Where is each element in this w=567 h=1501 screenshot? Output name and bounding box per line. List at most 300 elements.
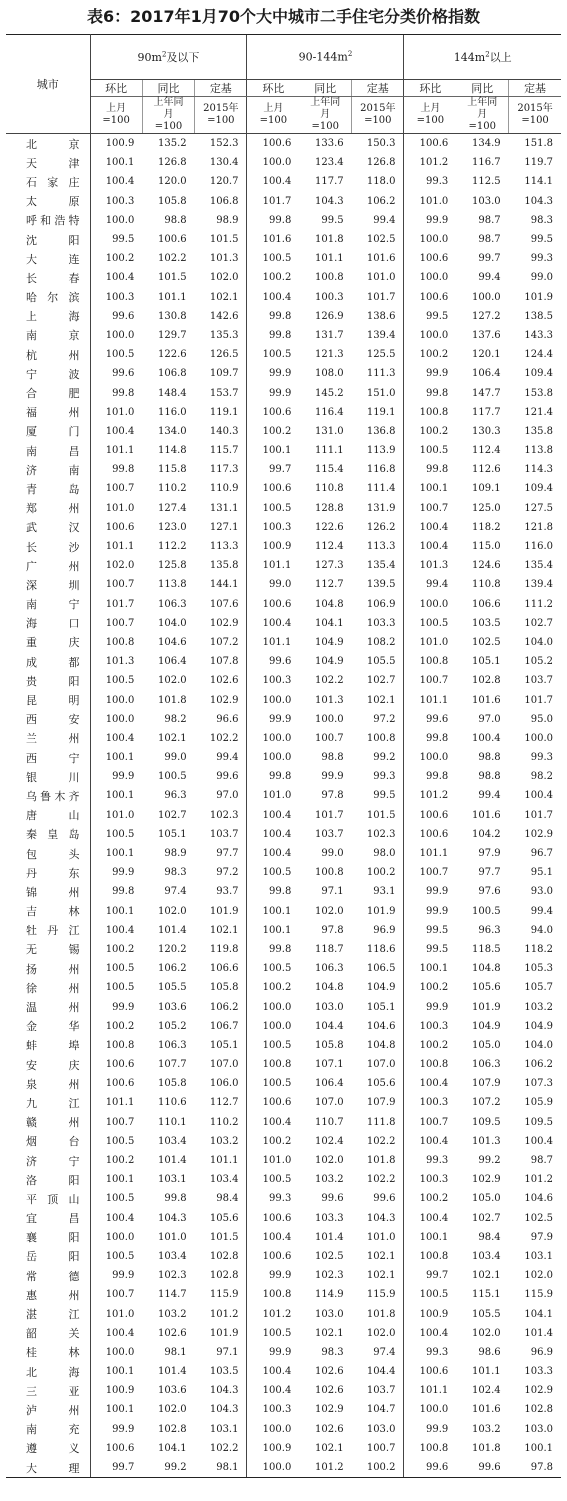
index-value: 106.4 — [315, 1078, 344, 1090]
index-value: 102.7 — [366, 675, 396, 687]
table-row — [6, 806, 561, 825]
index-value: 153.7 — [209, 387, 239, 399]
city-name: 长沙 — [6, 537, 90, 556]
sub-header: 同比 — [299, 80, 351, 97]
index-value: 98.8 — [321, 752, 344, 764]
index-value: 99.9 — [321, 771, 344, 783]
index-value: 109.4 — [524, 368, 553, 380]
index-value: 102.8 — [158, 1423, 187, 1435]
city-name: 乌鲁木齐 — [6, 786, 90, 805]
index-value: 102.1 — [366, 1250, 396, 1262]
index-value: 101.7 — [247, 192, 299, 211]
index-value: 101.1 — [315, 253, 344, 265]
index-value: 118.0 — [366, 176, 396, 188]
index-value: 103.4 — [158, 1250, 187, 1262]
index-value: 99.6 — [373, 1193, 396, 1205]
index-value: 100.1 — [105, 790, 135, 802]
city-name: 杭州 — [6, 345, 90, 364]
index-value: 97.9 — [530, 1231, 553, 1243]
city-name: 牡丹江 — [6, 921, 90, 940]
index-value: 95.0 — [530, 713, 553, 725]
index-value: 100.1 — [105, 1404, 135, 1416]
index-value: 101.8 — [471, 1442, 501, 1454]
index-value: 144.1 — [209, 579, 239, 591]
index-value: 103.4 — [158, 1135, 187, 1147]
index-value: 100.4 — [471, 732, 501, 744]
index-value: 101.7 — [315, 809, 344, 821]
index-value: 100.0 — [524, 732, 553, 744]
index-value: 101.0 — [105, 502, 135, 514]
city-name: 烟台 — [6, 1132, 90, 1151]
index-value: 128.8 — [315, 502, 344, 514]
index-value: 99.8 — [247, 307, 299, 326]
city-name: 三亚 — [6, 1381, 90, 1400]
table-row — [6, 633, 561, 652]
table-row — [6, 172, 561, 191]
index-value: 100.4 — [524, 1135, 553, 1147]
table-row — [6, 710, 561, 729]
index-value: 99.7 — [247, 460, 299, 479]
index-value: 110.8 — [315, 483, 344, 495]
index-value: 102.0 — [524, 1270, 553, 1282]
city-name: 泸州 — [6, 1400, 90, 1419]
index-value: 107.7 — [158, 1059, 187, 1071]
index-value: 101.5 — [158, 272, 187, 284]
table-row — [6, 844, 561, 863]
index-value: 125.8 — [158, 560, 187, 572]
table-row — [6, 997, 561, 1016]
base-header: 上年同 月 =100 — [142, 97, 194, 134]
index-value: 99.8 — [247, 882, 299, 901]
index-value: 101.8 — [366, 1155, 396, 1167]
city-name: 西安 — [6, 710, 90, 729]
index-value: 99.6 — [112, 368, 135, 380]
index-value: 100.2 — [105, 1155, 135, 1167]
index-value: 101.7 — [366, 291, 396, 303]
table-row — [6, 1170, 561, 1189]
table-row — [6, 1055, 561, 1074]
index-value: 100.7 — [315, 732, 344, 744]
index-value: 139.5 — [366, 579, 396, 591]
index-value: 101.2 — [247, 1304, 299, 1323]
sub-header: 环比 — [247, 80, 299, 97]
index-value: 103.1 — [209, 1423, 239, 1435]
index-value: 112.2 — [158, 541, 187, 553]
index-value: 102.8 — [209, 1250, 239, 1262]
index-value: 135.8 — [524, 425, 553, 437]
index-value: 115.9 — [524, 1289, 553, 1301]
index-value: 131.7 — [315, 329, 344, 341]
index-value: 105.1 — [209, 1039, 239, 1051]
index-value: 104.1 — [315, 617, 344, 629]
index-value: 104.3 — [209, 1385, 239, 1397]
index-value: 116.7 — [471, 157, 501, 169]
index-value: 100.3 — [247, 1400, 299, 1419]
table-row — [6, 537, 561, 556]
index-value: 113.8 — [158, 579, 187, 591]
index-value: 117.3 — [209, 464, 239, 476]
index-value: 103.3 — [315, 1212, 344, 1224]
index-value: 99.9 — [404, 211, 456, 230]
index-value: 100.4 — [105, 176, 135, 188]
table-row — [6, 786, 561, 805]
table-row — [6, 652, 561, 671]
index-value: 102.0 — [471, 1327, 501, 1339]
index-value: 106.6 — [471, 598, 501, 610]
index-value: 100.5 — [247, 345, 299, 364]
index-value: 102.3 — [366, 828, 396, 840]
table-row — [6, 825, 561, 844]
index-value: 101.8 — [158, 694, 187, 706]
index-value: 102.0 — [158, 675, 187, 687]
index-value: 100.6 — [404, 288, 456, 307]
table-row — [6, 288, 561, 307]
index-value: 135.4 — [524, 560, 553, 572]
index-value: 106.6 — [209, 963, 239, 975]
index-value: 101.4 — [158, 1155, 187, 1167]
index-value: 112.7 — [209, 1097, 239, 1109]
base-header: 上月 =100 — [404, 97, 456, 134]
index-value: 101.3 — [404, 556, 456, 575]
index-value: 105.3 — [524, 963, 553, 975]
index-value: 111.8 — [366, 1116, 396, 1128]
index-value: 100.4 — [105, 732, 135, 744]
index-value: 106.0 — [209, 1078, 239, 1090]
index-value: 107.0 — [209, 1059, 239, 1071]
index-value: 100.0 — [247, 690, 299, 709]
index-value: 100.0 — [105, 329, 135, 341]
index-value: 101.0 — [366, 1231, 396, 1243]
index-value: 120.0 — [158, 176, 187, 188]
index-value: 100.8 — [105, 636, 135, 648]
city-name: 北海 — [6, 1362, 90, 1381]
city-name: 吉林 — [6, 902, 90, 921]
index-value: 99.3 — [530, 752, 553, 764]
index-value: 103.2 — [471, 1423, 501, 1435]
index-value: 103.0 — [524, 1423, 553, 1435]
index-value: 109.4 — [524, 483, 553, 495]
index-value: 100.2 — [352, 1458, 404, 1478]
city-name: 长春 — [6, 268, 90, 287]
table-row — [6, 978, 561, 997]
index-value: 125.5 — [366, 349, 396, 361]
index-value: 107.8 — [209, 656, 239, 668]
index-value: 99.5 — [112, 234, 135, 246]
table-row — [6, 249, 561, 268]
table-row — [6, 767, 561, 786]
group-header-medium: $90-144m^2$ — [247, 35, 404, 80]
base-header: 2015年 =100 — [509, 97, 561, 134]
index-value: 106.2 — [209, 1001, 239, 1013]
index-value: 99.4 — [373, 214, 396, 226]
table-row — [6, 307, 561, 326]
index-value: 97.8 — [509, 1458, 561, 1478]
table-row — [6, 268, 561, 287]
table-row — [6, 902, 561, 921]
index-value: 108.0 — [315, 368, 344, 380]
index-value: 100.0 — [471, 291, 501, 303]
index-value: 118.2 — [524, 943, 553, 955]
index-value: 107.3 — [524, 1078, 553, 1090]
index-value: 120.1 — [471, 349, 501, 361]
index-value: 101.1 — [158, 291, 187, 303]
index-value: 100.6 — [247, 403, 299, 422]
index-value: 100.3 — [105, 195, 135, 207]
index-value: 100.5 — [105, 1250, 135, 1262]
index-value: 106.2 — [158, 963, 187, 975]
index-value: 99.8 — [112, 387, 135, 399]
city-name: 沈阳 — [6, 230, 90, 249]
index-value: 131.1 — [209, 502, 239, 514]
city-name: 唐山 — [6, 806, 90, 825]
index-value: 102.1 — [315, 1442, 344, 1454]
index-value: 99.0 — [530, 272, 553, 284]
index-value: 105.8 — [315, 1039, 344, 1051]
index-value: 104.9 — [471, 1020, 501, 1032]
index-value: 100.5 — [105, 982, 135, 994]
table-row — [6, 690, 561, 709]
index-value: 103.0 — [366, 1423, 396, 1435]
index-value: 107.0 — [315, 1097, 344, 1109]
index-value: 101.0 — [404, 192, 456, 211]
index-value: 97.8 — [321, 790, 344, 802]
sub-header: 环比 — [404, 80, 456, 97]
index-value: 100.9 — [404, 1304, 456, 1323]
index-value: 101.9 — [366, 905, 396, 917]
index-value: 100.6 — [247, 479, 299, 498]
index-value: 99.9 — [112, 867, 135, 879]
index-value: 151.0 — [366, 387, 396, 399]
index-value: 100.8 — [366, 732, 396, 744]
table-row — [6, 1400, 561, 1419]
city-name: 济南 — [6, 460, 90, 479]
index-value: 104.0 — [524, 636, 553, 648]
base-header: 上年同 月 =100 — [299, 97, 351, 134]
city-name: 襄阳 — [6, 1228, 90, 1247]
index-value: 100.7 — [105, 617, 135, 629]
index-value: 96.3 — [478, 924, 501, 936]
index-value: 98.3 — [164, 867, 187, 879]
index-value: 97.4 — [164, 886, 187, 898]
index-value: 100.5 — [247, 1036, 299, 1055]
index-value: 104.9 — [366, 982, 396, 994]
index-value: 104.9 — [315, 636, 344, 648]
city-name: 泉州 — [6, 1074, 90, 1093]
city-name: 呼和浩特 — [6, 211, 90, 230]
index-value: 100.2 — [404, 1036, 456, 1055]
index-value: 139.4 — [366, 329, 396, 341]
index-value: 101.0 — [366, 272, 396, 284]
index-value: 104.7 — [366, 1404, 396, 1416]
index-value: 106.9 — [366, 598, 396, 610]
index-value: 100.6 — [247, 1093, 299, 1112]
table-row — [6, 1113, 561, 1132]
index-value: 101.1 — [404, 690, 456, 709]
index-value: 136.8 — [366, 425, 396, 437]
index-value: 104.3 — [209, 1404, 239, 1416]
index-value: 104.1 — [158, 1442, 187, 1454]
city-name: 福州 — [6, 403, 90, 422]
index-value: 101.7 — [524, 809, 553, 821]
index-value: 100.0 — [105, 1346, 135, 1358]
index-value: 101.0 — [158, 1231, 187, 1243]
index-value: 109.1 — [471, 483, 501, 495]
index-value: 100.4 — [247, 1113, 299, 1132]
index-value: 100.5 — [247, 249, 299, 268]
index-value: 110.8 — [471, 579, 501, 591]
table-row — [6, 460, 561, 479]
city-name: 韶关 — [6, 1324, 90, 1343]
index-value: 100.0 — [247, 997, 299, 1016]
index-value: 127.1 — [209, 521, 239, 533]
base-header: 2015年 =100 — [195, 97, 247, 134]
index-value: 100.8 — [247, 1055, 299, 1074]
index-value: 97.2 — [373, 713, 396, 725]
index-value: 100.4 — [105, 924, 135, 936]
index-value: 100.8 — [315, 272, 344, 284]
index-value: 100.1 — [105, 1366, 135, 1378]
index-value: 100.2 — [366, 867, 396, 879]
city-name: 安庆 — [6, 1055, 90, 1074]
index-value: 99.3 — [404, 1343, 456, 1362]
index-value: 102.5 — [366, 234, 396, 246]
index-value: 106.8 — [209, 195, 239, 207]
index-value: 98.1 — [195, 1458, 247, 1478]
index-value: 100.6 — [247, 595, 299, 614]
index-value: 100.5 — [247, 1324, 299, 1343]
city-name: 金华 — [6, 1017, 90, 1036]
index-value: 101.9 — [471, 1001, 501, 1013]
index-value: 119.1 — [209, 406, 239, 418]
index-value: 99.3 — [404, 172, 456, 191]
index-value: 125.0 — [471, 502, 501, 514]
index-value: 106.3 — [158, 598, 187, 610]
index-value: 113.3 — [209, 541, 239, 553]
index-value: 100.1 — [404, 959, 456, 978]
index-value: 116.0 — [524, 541, 553, 553]
table-row — [6, 1209, 561, 1228]
index-value: 112.6 — [471, 464, 501, 476]
city-name: 海口 — [6, 614, 90, 633]
index-value: 124.6 — [471, 560, 501, 572]
city-name: 湛江 — [6, 1304, 90, 1323]
index-value: 138.6 — [366, 310, 396, 322]
table-row — [6, 1439, 561, 1458]
index-value: 100.0 — [404, 326, 456, 345]
index-value: 104.3 — [315, 195, 344, 207]
index-value: 100.4 — [247, 844, 299, 863]
index-value: 100.2 — [247, 1132, 299, 1151]
index-value: 101.6 — [247, 230, 299, 249]
city-name: 南昌 — [6, 441, 90, 460]
index-value: 101.3 — [105, 656, 135, 668]
index-value: 100.0 — [404, 595, 456, 614]
index-value: 118.5 — [471, 943, 501, 955]
index-value: 99.9 — [404, 882, 456, 901]
index-value: 97.4 — [373, 1346, 396, 1358]
index-value: 101.3 — [209, 253, 239, 265]
index-value: 98.3 — [321, 1346, 344, 1358]
index-value: 99.9 — [247, 710, 299, 729]
index-value: 99.9 — [112, 1270, 135, 1282]
index-value: 99.9 — [247, 1343, 299, 1362]
city-name: 银川 — [6, 767, 90, 786]
index-value: 139.4 — [524, 579, 553, 591]
index-value: 115.8 — [158, 464, 187, 476]
index-value: 104.8 — [315, 982, 344, 994]
index-value: 103.2 — [524, 1001, 553, 1013]
index-value: 107.2 — [471, 1097, 501, 1109]
index-value: 100.9 — [105, 138, 135, 150]
index-value: 117.7 — [315, 176, 344, 188]
index-value: 102.6 — [315, 1385, 344, 1397]
index-value: 102.9 — [524, 828, 553, 840]
index-value: 104.1 — [524, 1308, 553, 1320]
table-row — [6, 1017, 561, 1036]
index-value: 104.4 — [366, 1366, 396, 1378]
index-value: 118.6 — [366, 943, 396, 955]
city-name: 南宁 — [6, 595, 90, 614]
index-value: 101.6 — [471, 809, 501, 821]
index-value: 99.2 — [142, 1458, 194, 1478]
index-value: 99.7 — [478, 253, 501, 265]
index-value: 102.2 — [209, 1442, 239, 1454]
index-value: 115.7 — [209, 445, 239, 457]
index-value: 96.7 — [530, 848, 553, 860]
index-value: 102.5 — [524, 1212, 553, 1224]
index-value: 99.9 — [247, 383, 299, 402]
table-row — [6, 1343, 561, 1362]
index-value: 119.7 — [524, 157, 553, 169]
index-value: 101.0 — [105, 1308, 135, 1320]
index-value: 126.2 — [366, 521, 396, 533]
index-value: 101.5 — [209, 234, 239, 246]
sub-header: 定基 — [352, 80, 404, 97]
index-value: 101.0 — [247, 786, 299, 805]
index-value: 148.4 — [158, 387, 187, 399]
index-value: 100.8 — [105, 1039, 135, 1051]
index-value: 131.0 — [315, 425, 344, 437]
index-value: 101.6 — [471, 1404, 501, 1416]
index-value: 109.5 — [471, 1116, 501, 1128]
index-value: 103.6 — [158, 1385, 187, 1397]
index-value: 100.5 — [105, 675, 135, 687]
index-value: 110.7 — [315, 1116, 344, 1128]
index-value: 111.3 — [366, 368, 396, 380]
city-name: 天津 — [6, 153, 90, 172]
index-value: 116.8 — [366, 464, 396, 476]
index-value: 98.8 — [478, 752, 501, 764]
index-value: 99.0 — [164, 752, 187, 764]
index-value: 100.1 — [105, 1174, 135, 1186]
index-value: 99.7 — [90, 1458, 142, 1478]
city-name: 扬州 — [6, 959, 90, 978]
index-value: 100.6 — [105, 1442, 135, 1454]
index-value: 104.9 — [315, 656, 344, 668]
index-value: 151.8 — [524, 138, 553, 150]
index-value: 102.0 — [158, 905, 187, 917]
index-value: 121.4 — [524, 406, 553, 418]
index-value: 99.5 — [373, 790, 396, 802]
index-value: 111.4 — [366, 483, 396, 495]
index-value: 100.4 — [105, 1212, 135, 1224]
index-value: 152.3 — [209, 138, 239, 150]
index-value: 105.9 — [524, 1097, 553, 1109]
index-value: 101.1 — [209, 1155, 239, 1167]
index-value: 142.6 — [209, 310, 239, 322]
index-value: 98.4 — [216, 1193, 239, 1205]
city-name: 南充 — [6, 1420, 90, 1439]
